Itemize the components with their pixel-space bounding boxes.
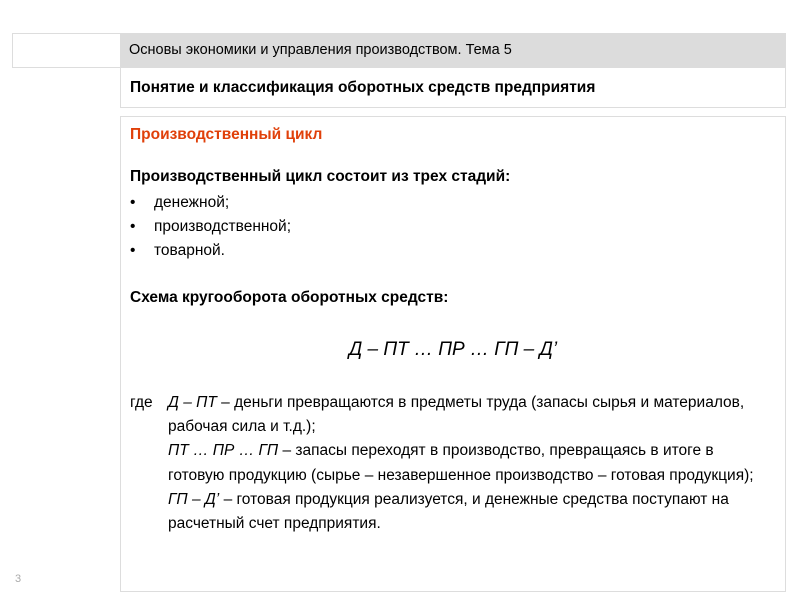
slide-number: 3 — [15, 573, 22, 585]
where-label: где — [130, 394, 153, 411]
section-subtitle: Производственный цикл — [130, 126, 323, 143]
definition-text: – деньги превращаются в предметы труда (запасы сырья и материалов, рабочая сила и т.д.); — [168, 394, 745, 436]
definition-term: ПТ … ПР … ГП — [168, 442, 279, 460]
list-item: • производственной; — [130, 215, 291, 239]
definition-text: – готовая продукция реализуется, и денежные средства поступают на расчетный счет предприятия. — [168, 490, 729, 533]
definition-item — [168, 391, 768, 439]
lead-text: Производственный цикл состоит из трех стадий: — [130, 168, 511, 185]
list-item: • товарной. — [130, 239, 291, 263]
definitions — [130, 391, 768, 536]
scheme-label: Схема кругооборота оборотных средств: — [130, 289, 449, 306]
definition-term: Д – ПТ — [168, 394, 217, 411]
formula: Д – ПТ … ПР … ГП – Д’ — [348, 339, 558, 360]
list-item: • денежной; — [130, 191, 291, 215]
slide-title: Понятие и классификация оборотных средств предприятия — [120, 68, 786, 108]
definition-text: – запасы переходят в производство, превращаясь в итоге в готовую продукцию (сырье – незавершенное производство – готовая продукция); — [168, 442, 754, 484]
definition-item — [168, 439, 768, 487]
content-box — [120, 116, 786, 592]
corner-box — [12, 33, 120, 68]
course-header: Основы экономики и управления производством. Тема 5 — [120, 33, 786, 68]
definition-term: ГП – Д’ — [168, 490, 220, 508]
definition-item — [168, 488, 768, 536]
stages-list — [130, 191, 291, 263]
